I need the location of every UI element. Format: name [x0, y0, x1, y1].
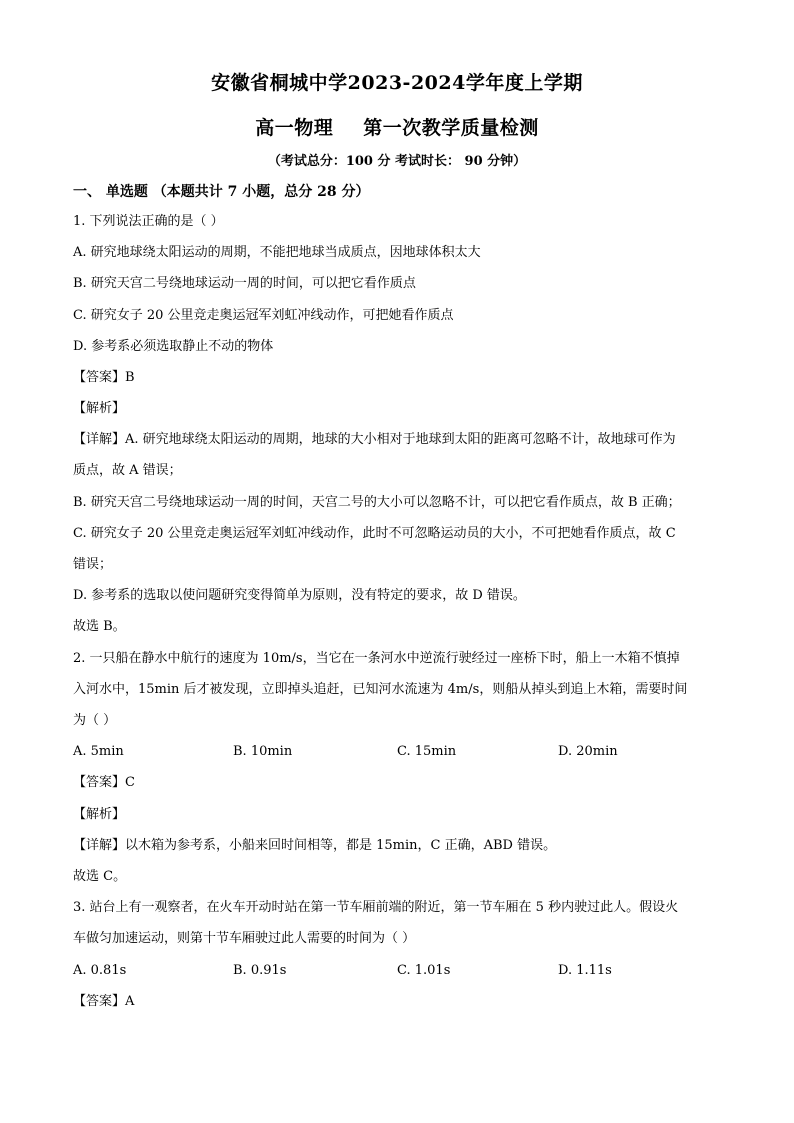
exam-name: 第一次教学质量检测: [363, 117, 539, 139]
q1-conclusion: 故选 B。: [73, 619, 126, 634]
q2-option-b: B. 10min: [233, 744, 293, 759]
q3-options: [73, 962, 733, 980]
q3-stem-line: 3. 站台上有一观察者，在火车开动时站在第一节车厢前端的附近，第一节车厢在 5 秒内驶过此人。假设火: [73, 900, 679, 915]
q2-conclusion: 故选 C。: [73, 869, 127, 884]
q2-options: [73, 743, 733, 761]
q3-stem-line: 车做匀加速运动，则第十节车厢驶过此人需要的时间为（ ）: [73, 931, 416, 946]
q3-option-b: B. 0.91s: [233, 963, 287, 978]
q1-analysis-label: 【解析】: [73, 401, 126, 416]
q3-option-c: C. 1.01s: [397, 963, 451, 978]
q1-answer: 【答案】B: [73, 370, 135, 385]
q1-detail-line: B. 研究天宫二号绕地球运动一周的时间，天宫二号的大小可以忽略不计，可以把它看作质点，故 B 正确；: [73, 495, 681, 510]
subject-name: 高一物理: [255, 117, 334, 139]
q2-option-d: D. 20min: [558, 744, 618, 759]
q2-analysis-label: 【解析】: [73, 807, 126, 822]
q3-option-d: D. 1.11s: [558, 963, 612, 978]
q3-answer: 【答案】A: [73, 994, 135, 1009]
q2-option-a: A. 5min: [73, 744, 124, 759]
q2-answer: 【答案】C: [73, 775, 135, 790]
q1-detail-line: 质点，故 A 错误；: [73, 463, 182, 478]
q2-stem-line: 入河水中，15min 后才被发现，立即掉头追赶，已知河水流速为 4m/s，则船从掉头到追上木箱，需要时间: [73, 682, 688, 697]
q1-detail-line: 【详解】A. 研究地球绕太阳运动的周期，地球的大小相对于地球到太阳的距离可忽略不计，故地球可作为: [73, 432, 676, 447]
q2-stem-line: 2. 一只船在静水中航行的速度为 10m/s，当它在一条河水中逆流行驶经过一座桥下时，船上一木箱不慎掉: [73, 651, 680, 666]
document-title: 安徽省桐城中学2023-2024学年度上学期: [211, 72, 583, 94]
q1-detail-line: C. 研究女子 20 公里竞走奥运冠军刘虹冲线动作，此时不可忽略运动员的大小，不可把她看作质点，故 C: [73, 526, 676, 541]
q2-detail: 【详解】以木箱为参考系，小船来回时间相等，都是 15min，C 正确，ABD 错误。: [73, 838, 557, 853]
q2-stem-line: 为（ ）: [73, 713, 117, 728]
exam-info: （考试总分：100 分 考试时长： 90 分钟）: [267, 154, 527, 169]
q1-detail-line: D. 参考系的选取以使问题研究变得简单为原则，没有特定的要求，故 D 错误。: [73, 588, 526, 603]
document-subject-title: [0, 113, 794, 140]
section-heading: 一、 单选题 （本题共计 7 小题，总分 28 分）: [73, 184, 370, 200]
q1-option-c: C. 研究女子 20 公里竞走奥运冠军刘虹冲线动作，可把她看作质点: [73, 308, 454, 323]
q3-option-a: A. 0.81s: [73, 963, 127, 978]
q1-option-a: A. 研究地球绕太阳运动的周期，不能把地球当成质点，因地球体积太大: [73, 245, 481, 260]
q1-option-d: D. 参考系必须选取静止不动的物体: [73, 339, 274, 354]
q1-stem: 1. 下列说法正确的是（ ）: [73, 214, 224, 229]
q1-option-b: B. 研究天宫二号绕地球运动一周的时间，可以把它看作质点: [73, 276, 416, 291]
q2-option-c: C. 15min: [397, 744, 457, 759]
q1-detail-line: 错误；: [73, 557, 113, 572]
